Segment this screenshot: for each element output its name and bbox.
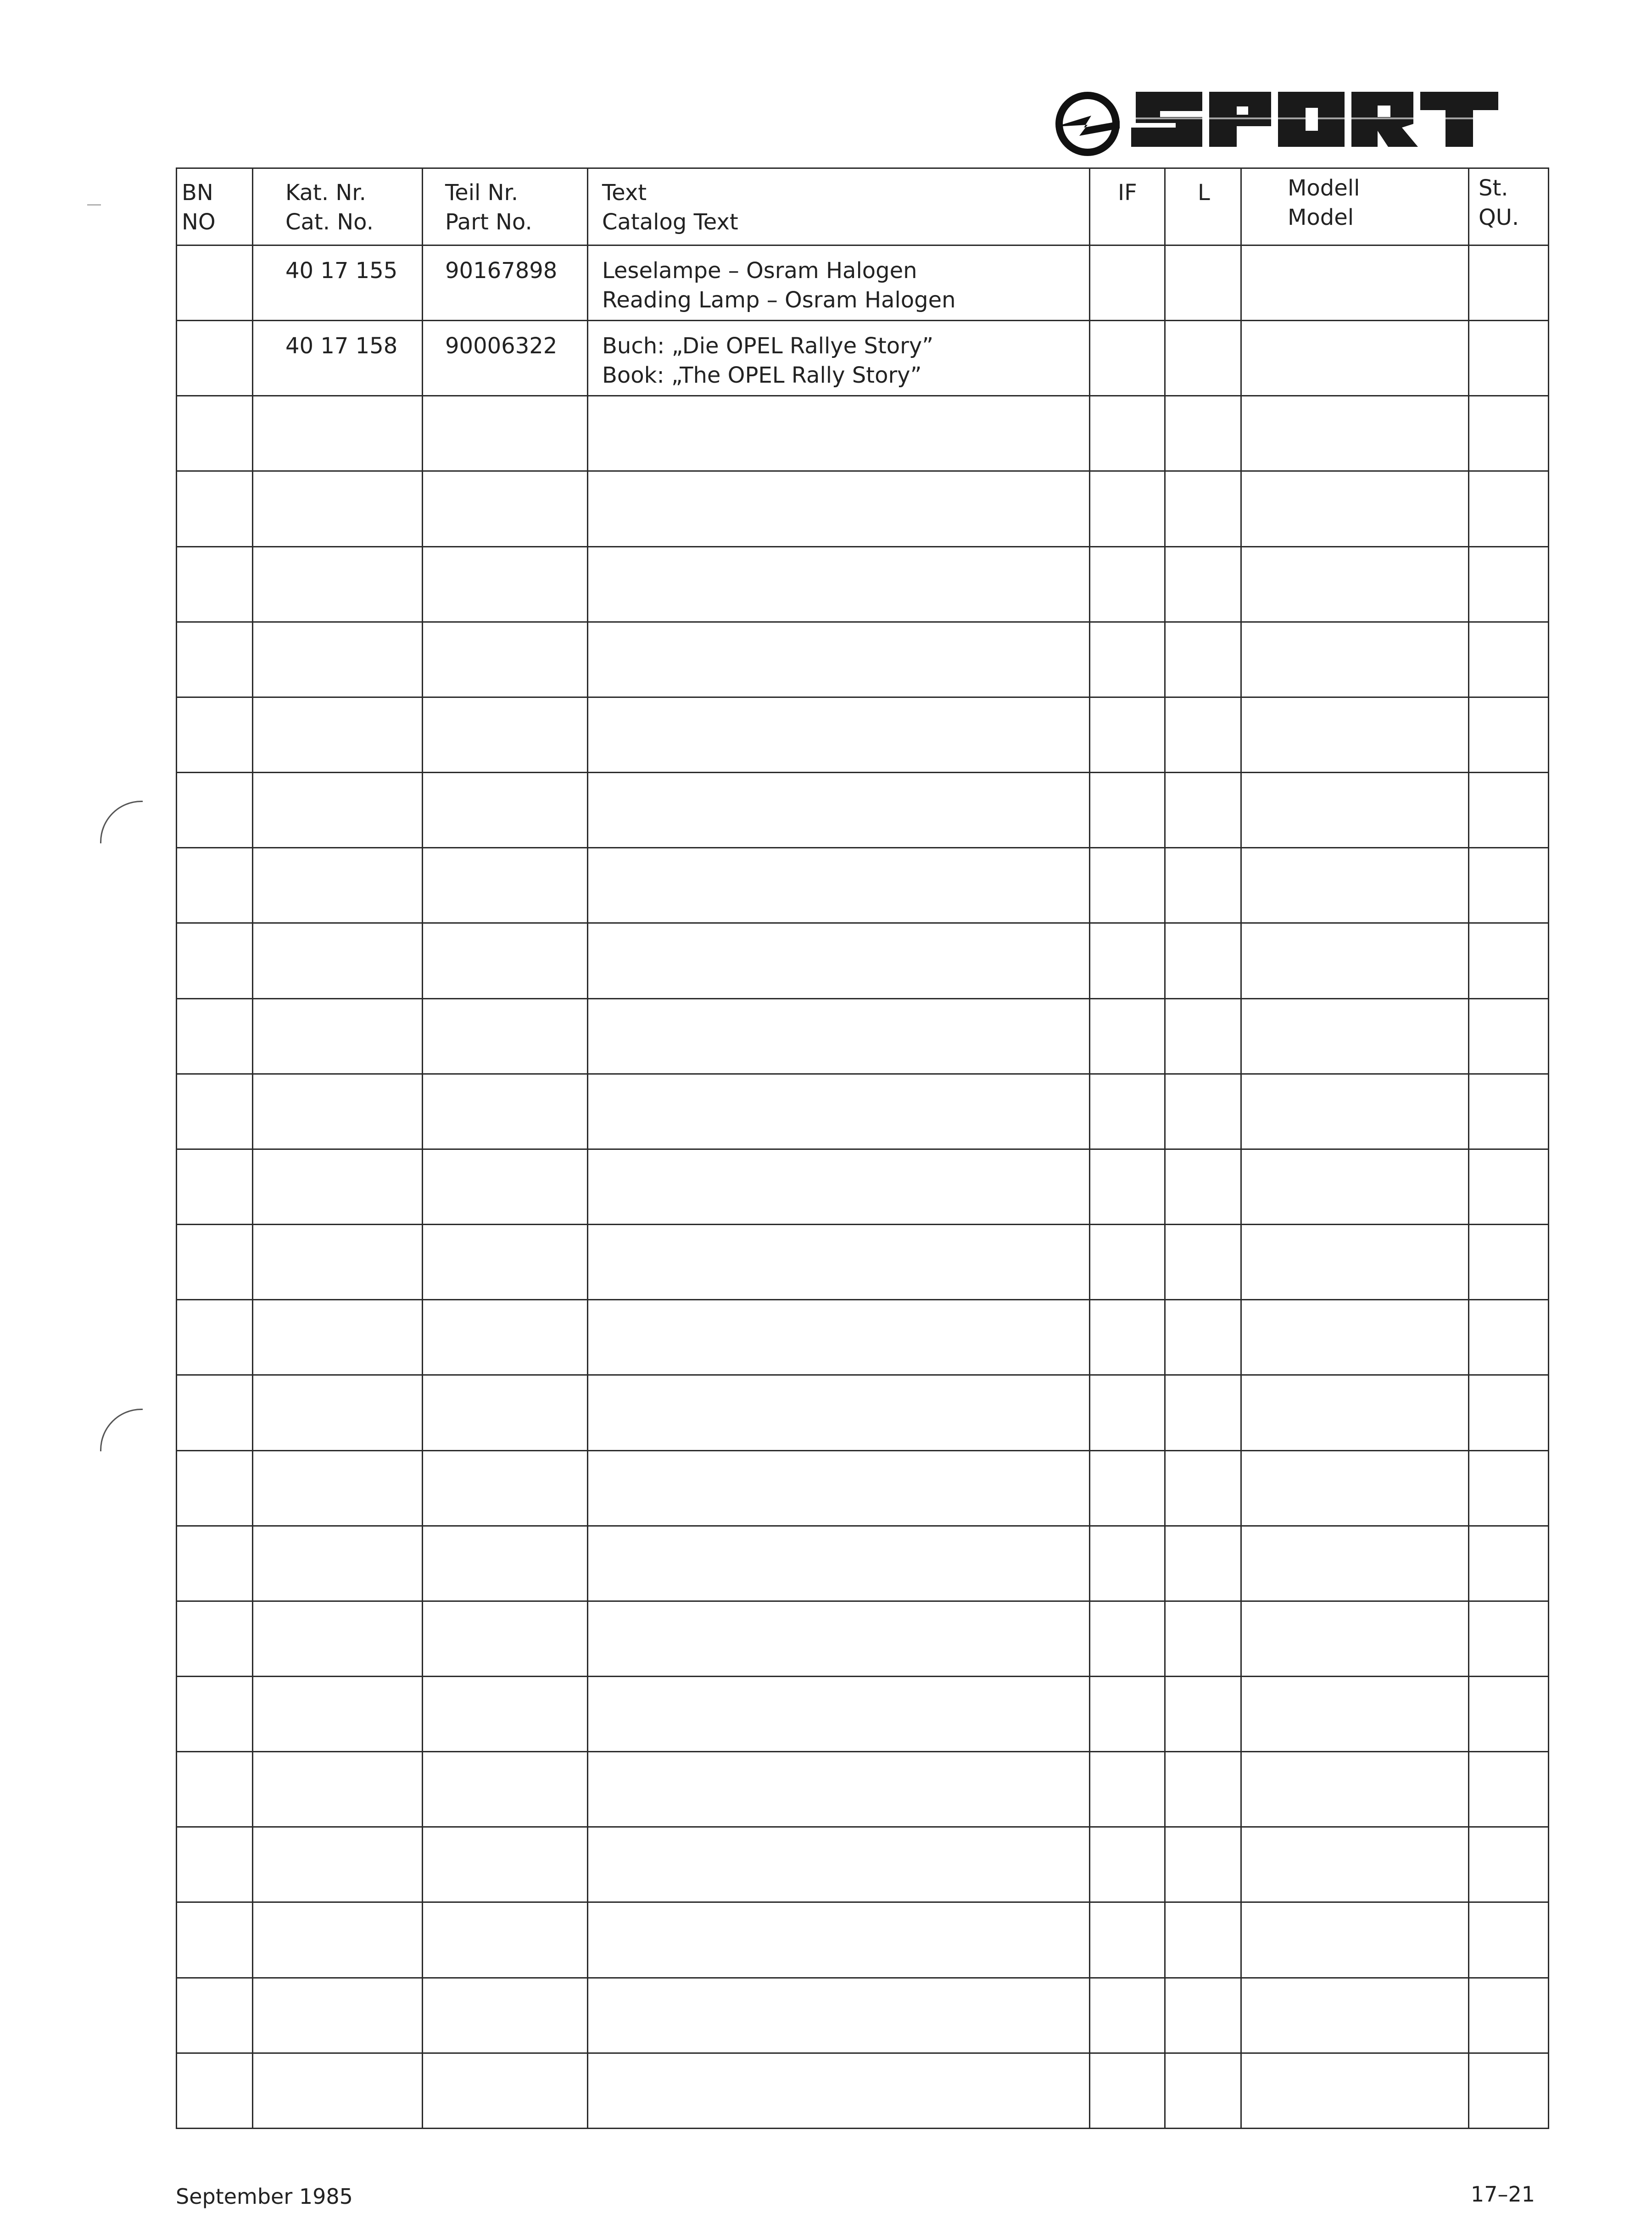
cell-model (1241, 471, 1469, 546)
cell-text (588, 1902, 1090, 1978)
cell-l (1165, 1450, 1241, 1526)
header-part-no: Teil Nr. Part No. (423, 168, 588, 245)
cell-qty (1469, 1225, 1549, 1300)
cell-model (1241, 1752, 1469, 1827)
cell-part-no (423, 773, 588, 848)
cell-text (588, 998, 1090, 1074)
cell-part-no (423, 2053, 588, 2128)
cell-part-no: 90006322 (423, 321, 588, 396)
cell-l (1165, 622, 1241, 697)
cell-l (1165, 1676, 1241, 1751)
cell-if (1090, 1300, 1165, 1375)
cell-model (1241, 546, 1469, 622)
empty-table-row (177, 998, 1549, 1074)
header-bn: BN NO (177, 168, 253, 245)
cell-qty (1469, 2053, 1549, 2128)
cell-if (1090, 998, 1165, 1074)
cell-l (1165, 546, 1241, 622)
cell-cat-no (253, 1526, 423, 1601)
cell-if (1090, 1827, 1165, 1902)
cell-part-no (423, 923, 588, 998)
cell-bn (177, 245, 253, 321)
cell-cat-no (253, 773, 423, 848)
cell-cat-no (253, 1300, 423, 1375)
cell-qty (1469, 773, 1549, 848)
cell-if (1090, 923, 1165, 998)
cell-if (1090, 321, 1165, 396)
cell-text (588, 1450, 1090, 1526)
empty-table-row (177, 1375, 1549, 1450)
cell-l (1165, 1526, 1241, 1601)
cell-qty (1469, 1375, 1549, 1450)
cell-if (1090, 773, 1165, 848)
cell-text (588, 923, 1090, 998)
cell-l (1165, 1300, 1241, 1375)
cell-l (1165, 1827, 1241, 1902)
cell-cat-no (253, 396, 423, 471)
cell-cat-no (253, 848, 423, 923)
empty-table-row (177, 622, 1549, 697)
cell-if (1090, 471, 1165, 546)
punch-hole (100, 1409, 143, 1451)
parts-catalog-table (176, 167, 1549, 2129)
cell-text (588, 697, 1090, 772)
cell-cat-no (253, 2053, 423, 2128)
cell-cat-no (253, 998, 423, 1074)
cell-text (588, 1225, 1090, 1300)
cell-qty (1469, 1827, 1549, 1902)
cell-cat-no (253, 697, 423, 772)
cell-bn (177, 546, 253, 622)
cell-bn (177, 1526, 253, 1601)
header-model: Modell Model (1241, 168, 1469, 245)
empty-table-row (177, 1225, 1549, 1300)
cell-part-no (423, 1902, 588, 1978)
cell-model (1241, 245, 1469, 321)
cell-bn (177, 1676, 253, 1751)
cell-model (1241, 1149, 1469, 1224)
cell-cat-no: 40 17 158 (253, 321, 423, 396)
cell-cat-no (253, 1225, 423, 1300)
cell-qty (1469, 1752, 1549, 1827)
cell-qty (1469, 1902, 1549, 1978)
cell-model (1241, 1676, 1469, 1751)
footer-date: September 1985 (176, 2184, 353, 2209)
cell-part-no (423, 1450, 588, 1526)
cell-model (1241, 773, 1469, 848)
cell-part-no (423, 1074, 588, 1149)
cell-bn (177, 998, 253, 1074)
cell-l (1165, 471, 1241, 546)
cell-qty (1469, 1300, 1549, 1375)
cell-text (588, 1375, 1090, 1450)
cell-cat-no (253, 1149, 423, 1224)
cell-cat-no (253, 1450, 423, 1526)
empty-table-row (177, 1902, 1549, 1978)
empty-table-row (177, 2053, 1549, 2128)
cell-bn (177, 1978, 253, 2053)
cell-qty (1469, 697, 1549, 772)
cell-if (1090, 396, 1165, 471)
cell-model (1241, 697, 1469, 772)
cell-bn (177, 1375, 253, 1450)
table-row (177, 245, 1549, 321)
cell-qty (1469, 848, 1549, 923)
cell-text (588, 1300, 1090, 1375)
cell-if (1090, 1225, 1165, 1300)
cell-cat-no (253, 1676, 423, 1751)
empty-table-row (177, 923, 1549, 998)
cell-cat-no (253, 471, 423, 546)
cell-model (1241, 321, 1469, 396)
cell-if (1090, 1074, 1165, 1149)
cell-if (1090, 622, 1165, 697)
cell-l (1165, 1375, 1241, 1450)
cell-model (1241, 1375, 1469, 1450)
empty-table-row (177, 471, 1549, 546)
cell-text (588, 1074, 1090, 1149)
cell-qty (1469, 998, 1549, 1074)
cell-part-no (423, 1375, 588, 1450)
cell-cat-no (253, 1902, 423, 1978)
cell-text (588, 396, 1090, 471)
cell-part-no (423, 1752, 588, 1827)
cell-l (1165, 1902, 1241, 1978)
table-header-row (177, 168, 1549, 245)
cell-bn (177, 773, 253, 848)
cell-part-no: 90167898 (423, 245, 588, 321)
empty-table-row (177, 697, 1549, 772)
cell-part-no (423, 998, 588, 1074)
cell-part-no (423, 1676, 588, 1751)
cell-model (1241, 1450, 1469, 1526)
cell-bn (177, 396, 253, 471)
header-qty: St. QU. (1469, 168, 1549, 245)
cell-qty (1469, 471, 1549, 546)
cell-bn (177, 697, 253, 772)
cell-text: Buch: „Die OPEL Rallye Story” Book: „The OPEL Rally Story” (588, 321, 1090, 396)
cell-qty (1469, 1676, 1549, 1751)
cell-l (1165, 1978, 1241, 2053)
empty-table-row (177, 773, 1549, 848)
cell-if (1090, 697, 1165, 772)
punch-hole (100, 801, 143, 843)
empty-table-row (177, 1752, 1549, 1827)
cell-model (1241, 1978, 1469, 2053)
header-text: Text Catalog Text (588, 168, 1090, 245)
cell-model (1241, 1601, 1469, 1676)
cell-text (588, 1149, 1090, 1224)
cell-cat-no (253, 1978, 423, 2053)
empty-table-row (177, 1526, 1549, 1601)
cell-text (588, 1601, 1090, 1676)
cell-l (1165, 1149, 1241, 1224)
empty-table-row (177, 1601, 1549, 1676)
cell-bn (177, 1450, 253, 1526)
cell-if (1090, 1752, 1165, 1827)
cell-qty (1469, 1074, 1549, 1149)
cell-cat-no (253, 1601, 423, 1676)
cell-bn (177, 1149, 253, 1224)
cell-model (1241, 998, 1469, 1074)
cell-model (1241, 622, 1469, 697)
cell-part-no (423, 1526, 588, 1601)
cell-qty (1469, 1978, 1549, 2053)
cell-part-no (423, 1300, 588, 1375)
cell-qty (1469, 1149, 1549, 1224)
cell-model (1241, 2053, 1469, 2128)
cell-if (1090, 1450, 1165, 1526)
cell-part-no (423, 848, 588, 923)
sport-wordmark (1131, 92, 1505, 147)
cell-text (588, 1526, 1090, 1601)
cell-if (1090, 1149, 1165, 1224)
cell-text (588, 546, 1090, 622)
page-number: 17–21 (1470, 2182, 1535, 2207)
cell-l (1165, 697, 1241, 772)
cell-qty (1469, 245, 1549, 321)
cell-bn (177, 622, 253, 697)
empty-table-row (177, 1074, 1549, 1149)
cell-text (588, 622, 1090, 697)
cell-if (1090, 1526, 1165, 1601)
cell-cat-no: 40 17 155 (253, 245, 423, 321)
cell-part-no (423, 622, 588, 697)
cell-if (1090, 1375, 1165, 1450)
cell-qty (1469, 321, 1549, 396)
cell-model (1241, 1827, 1469, 1902)
cell-text (588, 1676, 1090, 1751)
cell-qty (1469, 923, 1549, 998)
cell-cat-no (253, 622, 423, 697)
empty-table-row (177, 1978, 1549, 2053)
cell-qty (1469, 622, 1549, 697)
cell-bn (177, 2053, 253, 2128)
cell-if (1090, 546, 1165, 622)
cell-part-no (423, 697, 588, 772)
header-cat-no: Kat. Nr. Cat. No. (253, 168, 423, 245)
cell-bn (177, 1300, 253, 1375)
cell-l (1165, 848, 1241, 923)
empty-table-row (177, 1676, 1549, 1751)
cell-part-no (423, 1225, 588, 1300)
cell-cat-no (253, 1752, 423, 1827)
cell-model (1241, 1300, 1469, 1375)
cell-model (1241, 923, 1469, 998)
cell-cat-no (253, 1074, 423, 1149)
cell-text: Leselampe – Osram Halogen Reading Lamp – Osram Halogen (588, 245, 1090, 321)
empty-table-row (177, 1827, 1549, 1902)
cell-qty (1469, 1601, 1549, 1676)
cell-bn (177, 321, 253, 396)
cell-model (1241, 1526, 1469, 1601)
cell-model (1241, 1074, 1469, 1149)
cell-part-no (423, 1978, 588, 2053)
cell-l (1165, 773, 1241, 848)
empty-table-row (177, 396, 1549, 471)
cell-cat-no (253, 546, 423, 622)
cell-model (1241, 396, 1469, 471)
margin-mark (87, 204, 101, 206)
cell-model (1241, 1902, 1469, 1978)
cell-bn (177, 848, 253, 923)
cell-text (588, 2053, 1090, 2128)
cell-if (1090, 2053, 1165, 2128)
cell-text (588, 1827, 1090, 1902)
cell-if (1090, 1978, 1165, 2053)
cell-bn (177, 1827, 253, 1902)
cell-if (1090, 1902, 1165, 1978)
cell-text (588, 471, 1090, 546)
opel-sport-logo (1051, 73, 1537, 165)
cell-l (1165, 923, 1241, 998)
empty-table-row (177, 1300, 1549, 1375)
cell-bn (177, 1074, 253, 1149)
cell-part-no (423, 471, 588, 546)
cell-part-no (423, 1827, 588, 1902)
cell-l (1165, 1074, 1241, 1149)
cell-part-no (423, 1149, 588, 1224)
table-row (177, 321, 1549, 396)
cell-l (1165, 998, 1241, 1074)
cell-if (1090, 1676, 1165, 1751)
cell-cat-no (253, 923, 423, 998)
cell-bn (177, 1902, 253, 1978)
cell-l (1165, 396, 1241, 471)
cell-bn (177, 1225, 253, 1300)
cell-if (1090, 245, 1165, 321)
empty-table-row (177, 546, 1549, 622)
empty-table-row (177, 848, 1549, 923)
opel-blitz-icon (1055, 95, 1120, 152)
cell-qty (1469, 396, 1549, 471)
cell-if (1090, 1601, 1165, 1676)
cell-l (1165, 245, 1241, 321)
cell-text (588, 773, 1090, 848)
cell-part-no (423, 546, 588, 622)
header-if: IF (1090, 168, 1165, 245)
cell-l (1165, 1601, 1241, 1676)
cell-bn (177, 1752, 253, 1827)
cell-qty (1469, 1450, 1549, 1526)
cell-l (1165, 321, 1241, 396)
cell-text (588, 1978, 1090, 2053)
cell-l (1165, 1225, 1241, 1300)
cell-part-no (423, 1601, 588, 1676)
cell-l (1165, 1752, 1241, 1827)
empty-table-row (177, 1450, 1549, 1526)
cell-cat-no (253, 1827, 423, 1902)
cell-model (1241, 1225, 1469, 1300)
cell-bn (177, 1601, 253, 1676)
empty-table-row (177, 1149, 1549, 1224)
cell-part-no (423, 396, 588, 471)
cell-text (588, 1752, 1090, 1827)
header-l: L (1165, 168, 1241, 245)
cell-qty (1469, 546, 1549, 622)
cell-model (1241, 848, 1469, 923)
cell-text (588, 848, 1090, 923)
cell-bn (177, 923, 253, 998)
cell-if (1090, 848, 1165, 923)
cell-bn (177, 471, 253, 546)
cell-qty (1469, 1526, 1549, 1601)
cell-l (1165, 2053, 1241, 2128)
cell-cat-no (253, 1375, 423, 1450)
